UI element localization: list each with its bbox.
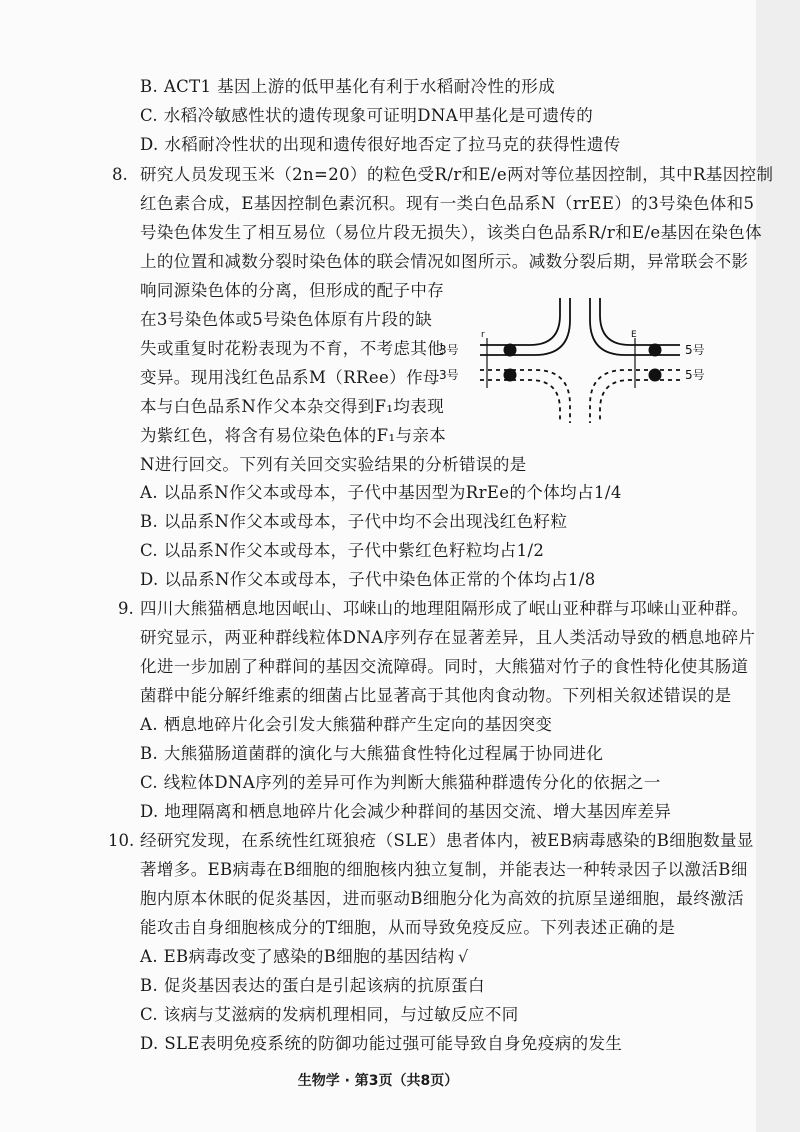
q8-stem-line: 号染色体发生了相互易位（易位片段无损失），该类白色品系R/r和E/e基因在染色体 <box>140 223 762 242</box>
q8-stem-line: 响同源染色体的分离，但形成的配子中存 <box>140 281 445 300</box>
q9-stem-line: 研究显示，两亚种群线粒体DNA序列存在显著差异，且人类活动导致的栖息地碎片 <box>140 628 756 647</box>
q8-option-c: C. 以品系N作父本或母本，子代中紫红色籽粒均占1/2 <box>140 541 545 560</box>
centromere-3-top <box>504 344 517 357</box>
chromosome-3-label-bottom: 3号 <box>439 368 459 382</box>
chromosome-strands <box>480 298 680 423</box>
q10-option-a: A. EB病毒改变了感染的B细胞的基因结构 <box>140 947 455 966</box>
centromere-5-top <box>649 344 662 357</box>
q9-option-c: C. 线粒体DNA序列的差异可作为判断大熊猫种群遗传分化的依据之一 <box>140 773 661 792</box>
q8-option-b: B. 以品系N作父本或母本，子代中均不会出现浅红色籽粒 <box>140 512 568 531</box>
q8-stem-line: 本与白色品系N作父本杂交得到F₁均表现 <box>140 397 445 416</box>
q8-stem-line: 研究人员发现玉米（2n=20）的粒色受R/r和E/e两对等位基因控制，其中R基因控制 <box>140 165 774 184</box>
q9-stem-line: 化进一步加剧了种群间的基因交流障碍。同时，大熊猫对竹子的食性特化使其肠道 <box>140 657 749 676</box>
q8-stem-line: 为紫红色，将含有易位染色体的F₁与亲本 <box>140 426 447 445</box>
q10-option-d: D. SLE表明免疫系统的防御功能过强可能导致自身免疫病的发生 <box>140 1034 623 1053</box>
q8-stem-line: 失或重复时花粉表现为不育，不考虑其他 <box>140 339 445 358</box>
q8-option-a: A. 以品系N作父本或母本，子代中基因型为RrEe的个体均占1/4 <box>140 483 622 502</box>
centromeres <box>504 344 662 382</box>
q7-option-b: B. ACT1 基因上游的低甲基化有利于水稻耐冷性的形成 <box>140 77 556 96</box>
q8-option-d: D. 以品系N作父本或母本，子代中染色体正常的个体均占1/8 <box>140 570 596 589</box>
q8-stem-line: 红色素合成，E基因控制色素沉积。现有一类白色品系N（rrEE）的3号染色体和5 <box>140 194 755 213</box>
page-footer: 生物学 · 第3页（共8页） <box>297 1073 459 1089</box>
q10-stem-line: 能攻击自身细胞核成分的T细胞，从而导致免疫反应。下列表述正确的是 <box>140 918 676 937</box>
q9-stem-line: 菌群中能分解纤维素的细菌占比显著高于其他肉食动物。下列相关叙述错误的是 <box>140 686 732 705</box>
q8-number: 8. <box>112 165 128 184</box>
centromere-3-bottom <box>504 369 517 382</box>
q9-number: 9. <box>118 599 134 618</box>
handwritten-check-mark: √ <box>458 947 469 966</box>
q8-stem-line: 在3号染色体或5号染色体原有片段的缺 <box>140 310 433 329</box>
q10-number: 10. <box>108 831 135 850</box>
q7-option-c: C. 水稻冷敏感性状的遗传现象可证明DNA甲基化是可遗传的 <box>140 106 594 125</box>
q8-stem-line: 上的位置和减数分裂时染色体的联会情况如图所示。减数分裂后期，异常联会不影 <box>140 252 749 271</box>
q9-option-d: D. 地理隔离和栖息地碎片化会减少种群间的基因交流、增大基因库差异 <box>140 802 672 821</box>
chromosome-3-label-top: 3号 <box>439 343 459 357</box>
q8-stem-line: N进行回交。下列有关回交实验结果的分析错误的是 <box>140 455 527 474</box>
q8-stem-line: 变异。现用浅红色品系M（RRee）作母 <box>140 368 440 387</box>
q10-option-c: C. 该病与艾滋病的发病机理相同，与过敏反应不同 <box>140 1005 519 1024</box>
q10-stem-line: 著增多。EB病毒在B细胞的细胞核内独立复制，并能表达一种转录因子以激活B细 <box>140 860 748 879</box>
q9-stem-line: 四川大熊猫栖息地因岷山、邛崃山的地理阻隔形成了岷山亚种群与邛崃山亚种群。 <box>140 599 749 618</box>
gene-r-label: r <box>481 330 485 340</box>
chromosome-pairing-figure <box>435 288 720 428</box>
chromosome-5-label-top: 5号 <box>685 343 705 357</box>
q9-option-a: A. 栖息地碎片化会引发大熊猫种群产生定向的基因突变 <box>140 715 553 734</box>
centromere-5-bottom <box>649 369 662 382</box>
gene-e-label: E <box>631 330 637 340</box>
q7-option-d: D. 水稻耐冷性状的出现和遗传很好地否定了拉马克的获得性遗传 <box>140 135 621 154</box>
chromosome-5-label-bottom: 5号 <box>685 368 705 382</box>
q10-stem-line: 经研究发现，在系统性红斑狼疮（SLE）患者体内，被EB病毒感染的B细胞数量显 <box>140 831 754 850</box>
q10-stem-line: 胞内原本休眠的促炎基因，进而驱动B细胞分化为高效的抗原呈递细胞，最终激活 <box>140 889 745 908</box>
q9-option-b: B. 大熊猫肠道菌群的演化与大熊猫食性特化过程属于协同进化 <box>140 744 604 763</box>
q10-option-b: B. 促炎基因表达的蛋白是引起该病的抗原蛋白 <box>140 976 485 995</box>
